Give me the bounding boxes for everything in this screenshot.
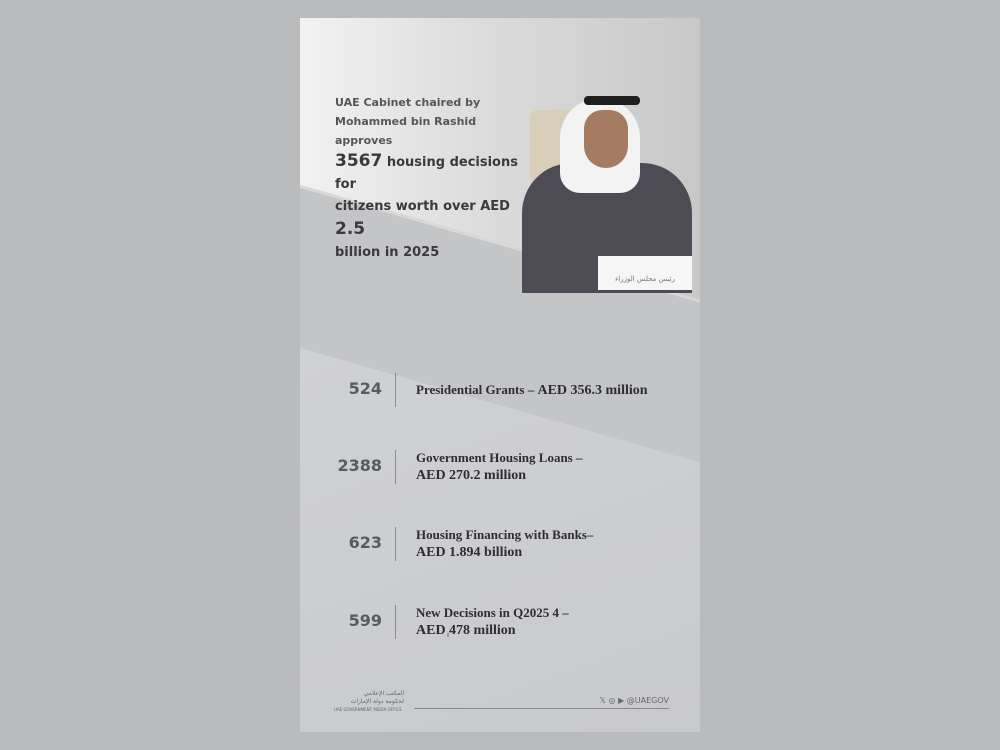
cabinet-photo	[510, 88, 700, 318]
stat-text	[416, 526, 593, 562]
x-icon[interactable]: 𝕏	[599, 696, 606, 705]
footer	[334, 690, 669, 714]
stat-row	[300, 373, 700, 409]
stat-amount: AED 1.894 billion	[416, 545, 523, 560]
stat-amount: AED 270.2 million	[416, 468, 527, 483]
stat-text	[416, 449, 583, 485]
headline-line: Mohammed bin Rashid approves	[335, 115, 477, 147]
agal	[584, 96, 640, 105]
nameplate: رئيس مجلس الوزراء	[598, 256, 692, 290]
divider	[395, 373, 396, 407]
stat-row	[300, 450, 700, 486]
headline-text: citizens worth over AED	[335, 199, 510, 214]
divider	[395, 527, 396, 561]
stat-label: New Decisions in Q2025 4 –	[416, 605, 569, 620]
stat-label: Presidential Grants –	[416, 382, 538, 397]
headline-line	[335, 150, 535, 196]
stat-label: Housing Financing with Banks–	[416, 527, 594, 542]
logo-text: المكتب الإعلامي	[363, 690, 404, 697]
stat-text	[416, 381, 648, 400]
face	[584, 110, 628, 168]
stat-number: 623	[348, 533, 382, 552]
divider	[395, 605, 396, 639]
media-office-logo	[334, 690, 404, 714]
stat-number: 2388	[337, 456, 382, 475]
stat-row	[300, 527, 700, 563]
stat-amount: AED 478 million	[416, 623, 516, 638]
headline-count: 3567	[335, 151, 383, 171]
headline	[335, 93, 535, 264]
footer-line	[414, 708, 669, 709]
instagram-icon[interactable]: ◎	[608, 696, 616, 705]
stat-text	[416, 604, 569, 640]
headline-amount: 2.5	[335, 219, 366, 239]
logo-text: لحكومة دولة الإمارات	[350, 698, 404, 705]
infographic-card	[300, 18, 700, 732]
logo-text: UAE GOVERNMENT MEDIA OFFICE	[334, 707, 402, 712]
stat-label: Government Housing Loans –	[416, 450, 583, 465]
social-links	[600, 696, 669, 705]
youtube-icon[interactable]: ▶	[618, 696, 625, 705]
stat-row	[300, 605, 700, 641]
headline-line	[335, 196, 535, 242]
stat-amount: AED 356.3 million	[537, 383, 648, 398]
headline-text: housing decisions for	[335, 155, 518, 192]
divider	[395, 450, 396, 484]
headline-line: billion in 2025	[335, 245, 440, 260]
social-handle[interactable]: @UAEGOV	[626, 696, 669, 705]
stat-number: 599	[348, 611, 382, 630]
headline-line: UAE Cabinet chaired by	[335, 96, 481, 109]
stat-number: 524	[348, 379, 382, 398]
